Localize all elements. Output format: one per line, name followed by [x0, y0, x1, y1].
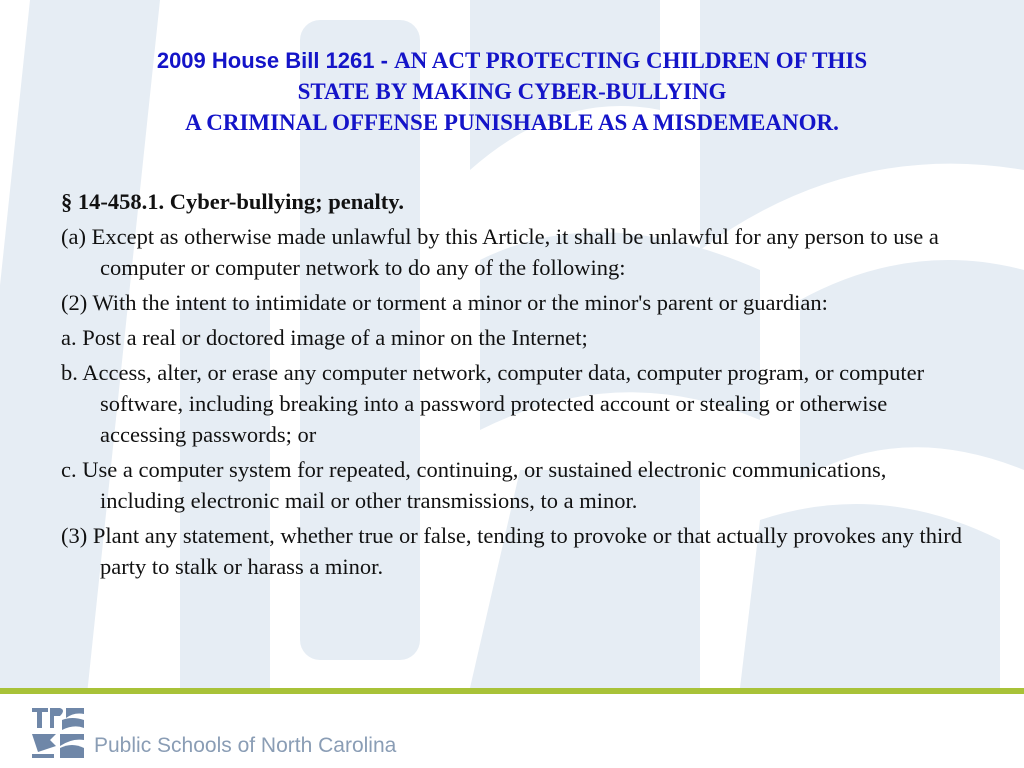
title-line-2: STATE BY MAKING CYBER-BULLYING	[297, 79, 727, 104]
title-line-3: A CRIMINAL OFFENSE PUNISHABLE AS A MISDEMEANOR.	[185, 110, 839, 135]
slide-footer	[0, 694, 1024, 768]
paragraph-3: (3) Plant any statement, whether true or false, tending to provoke or that actually provokes any third party to stalk or harass a minor.	[61, 523, 962, 579]
paragraph-a: (a) Except as otherwise made unlawful by this Article, it shall be unlawful for any person to use a computer or computer network to do any of the following:	[61, 224, 939, 280]
title-line-1	[40, 45, 984, 76]
section-heading: § 14-458.1. Cyber-bullying; penalty.	[61, 189, 404, 214]
paragraph-2b: b. Access, alter, or erase any computer network, computer data, computer program, or computer software, including breaking into a password protected account or stealing or otherwise accessing passwords; or	[61, 360, 925, 447]
bill-number: 2009 House Bill 1261 -	[156, 48, 395, 73]
title-act-start: AN ACT PROTECTING CHILDREN OF THIS	[394, 48, 868, 73]
paragraph-2a: a. Post a real or doctored image of a minor on the Internet;	[61, 325, 588, 350]
paragraph-2c: c. Use a computer system for repeated, continuing, or sustained electronic communications, including electronic mail or other transmissions, to a minor.	[61, 457, 887, 513]
paragraph-2: (2) With the intent to intimidate or torment a minor or the minor's parent or guardian:	[61, 290, 828, 315]
organization-name: Public Schools of North Carolina	[94, 734, 397, 757]
nc-public-schools-logo-icon	[30, 702, 88, 760]
statute-text	[61, 186, 971, 586]
slide-title	[40, 45, 984, 138]
